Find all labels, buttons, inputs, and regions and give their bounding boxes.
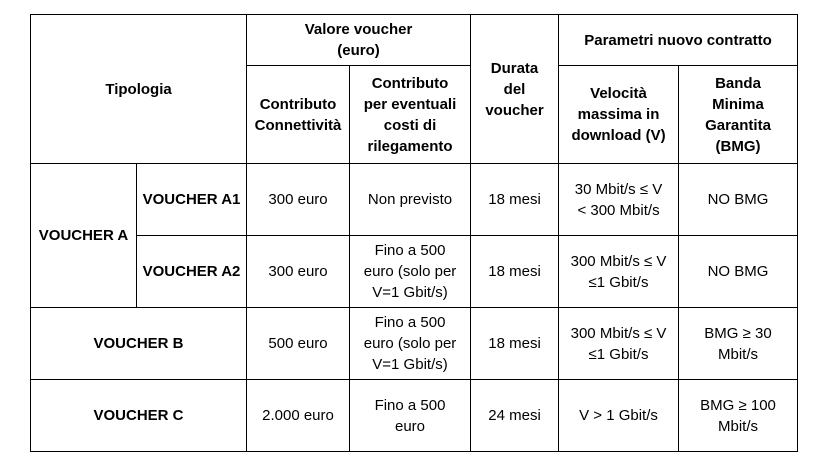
header-row-1 bbox=[31, 15, 798, 66]
row-group-voucher-a: VOUCHER A bbox=[31, 164, 137, 308]
row-name: VOUCHER A2 bbox=[137, 236, 247, 308]
header-velocita: Velocità massima in download (V) bbox=[559, 66, 679, 164]
cell-rilegamento: Fino a 500 euro (solo per V=1 Gbit/s) bbox=[350, 308, 471, 380]
header-contributo-connettivita: Contributo Connettività bbox=[247, 66, 350, 164]
cell-durata: 18 mesi bbox=[471, 308, 559, 380]
cell-connettivita: 500 euro bbox=[247, 308, 350, 380]
cell-velocita: V > 1 Gbit/s bbox=[559, 380, 679, 452]
header-contributo-rilegamento: Contributo per eventuali costi di rilegamento bbox=[350, 66, 471, 164]
cell-bmg: BMG ≥ 30 Mbit/s bbox=[679, 308, 798, 380]
cell-connettivita: 300 euro bbox=[247, 236, 350, 308]
cell-velocita: 30 Mbit/s ≤ V < 300 Mbit/s bbox=[559, 164, 679, 236]
row-name: VOUCHER A1 bbox=[137, 164, 247, 236]
voucher-table bbox=[30, 14, 798, 452]
cell-rilegamento: Fino a 500 euro (solo per V=1 Gbit/s) bbox=[350, 236, 471, 308]
cell-velocita: 300 Mbit/s ≤ V ≤1 Gbit/s bbox=[559, 236, 679, 308]
header-tipologia: Tipologia bbox=[31, 15, 247, 164]
row-name: VOUCHER B bbox=[31, 308, 247, 380]
cell-durata: 18 mesi bbox=[471, 236, 559, 308]
cell-durata: 24 mesi bbox=[471, 380, 559, 452]
header-banda: Banda Minima Garantita (BMG) bbox=[679, 66, 798, 164]
cell-rilegamento: Fino a 500 euro bbox=[350, 380, 471, 452]
cell-rilegamento: Non previsto bbox=[350, 164, 471, 236]
cell-bmg: BMG ≥ 100 Mbit/s bbox=[679, 380, 798, 452]
table-row bbox=[31, 164, 798, 236]
table-row bbox=[31, 236, 798, 308]
cell-connettivita: 2.000 euro bbox=[247, 380, 350, 452]
row-name: VOUCHER C bbox=[31, 380, 247, 452]
table-row bbox=[31, 308, 798, 380]
header-durata: Durata del voucher bbox=[471, 15, 559, 164]
header-valore-voucher: Valore voucher (euro) bbox=[247, 15, 471, 66]
cell-bmg: NO BMG bbox=[679, 236, 798, 308]
cell-velocita: 300 Mbit/s ≤ V ≤1 Gbit/s bbox=[559, 308, 679, 380]
table-row bbox=[31, 380, 798, 452]
cell-durata: 18 mesi bbox=[471, 164, 559, 236]
cell-connettivita: 300 euro bbox=[247, 164, 350, 236]
cell-bmg: NO BMG bbox=[679, 164, 798, 236]
header-parametri: Parametri nuovo contratto bbox=[559, 15, 798, 66]
